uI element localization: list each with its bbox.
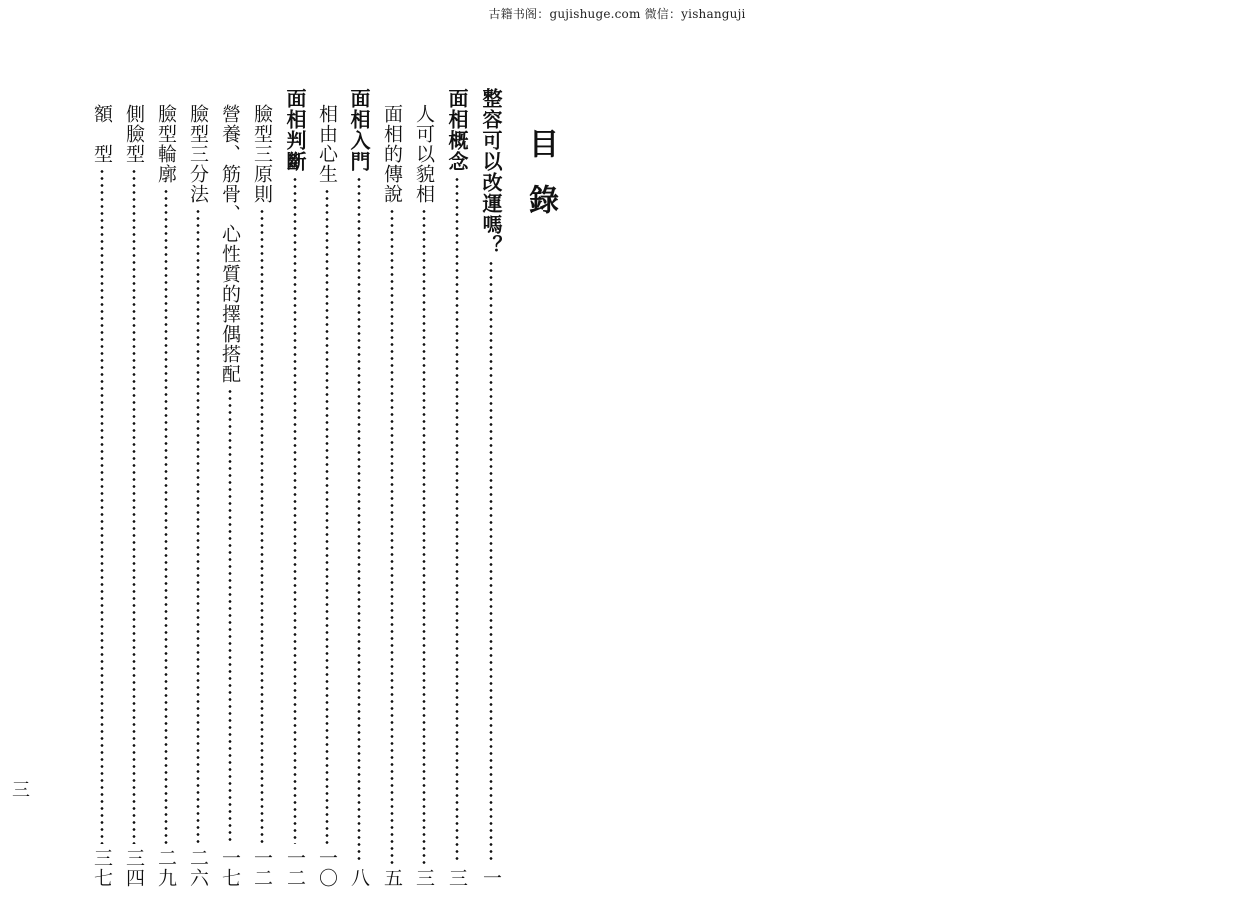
toc-entry-page: 一〇 [316, 848, 338, 888]
toc-entry-page: 三七 [91, 848, 113, 888]
dot-leader [357, 176, 361, 864]
dot-leader [422, 208, 426, 864]
toc-entry-page: 八 [348, 868, 370, 888]
dot-leader [455, 176, 459, 864]
dot-leader [228, 388, 232, 844]
toc-entry-page: 二九 [155, 848, 177, 888]
toc-entry-label: 面相概念 [445, 88, 469, 172]
toc-entry-label: 整容可以改運嗎？ [479, 88, 503, 256]
toc-entry[interactable] [152, 104, 180, 888]
toc-entry[interactable] [410, 104, 438, 888]
toc-entry[interactable] [313, 104, 341, 888]
toc-entry-label: 臉型三原則 [251, 104, 273, 204]
toc-entry-page: 一七 [219, 848, 241, 888]
dot-leader [489, 260, 493, 864]
toc-entry-label: 相由心生 [316, 104, 338, 184]
dot-leader [132, 168, 136, 844]
toc-entry-page: 一二 [284, 848, 306, 888]
toc-entry[interactable] [281, 88, 309, 888]
toc-entry-label: 面相入門 [347, 88, 371, 172]
toc-entry-label: 面相的傳說 [381, 104, 403, 204]
toc-entry[interactable] [345, 88, 373, 888]
toc-entry[interactable] [443, 88, 471, 888]
toc-entry[interactable] [88, 104, 116, 888]
dot-leader [390, 208, 394, 864]
toc-entry-label: 營養、筋骨、心性質的擇偶搭配 [219, 104, 241, 384]
toc-entry-page: 三 [446, 868, 468, 888]
dot-leader [164, 188, 168, 844]
watermark-text: 古籍书阁：gujishuge.com 微信：yishanguji [488, 7, 746, 21]
dot-leader [100, 168, 104, 844]
toc-entry-label: 臉型三分法 [187, 104, 209, 204]
toc-entry[interactable] [477, 88, 505, 888]
dot-leader [325, 188, 329, 844]
page-title: 目錄 [523, 128, 558, 240]
toc-entry-page: 一二 [251, 848, 273, 888]
toc-entry-page: 五 [381, 868, 403, 888]
toc-entry-label: 人可以貌相 [413, 104, 435, 204]
toc-entry-page: 二六 [187, 848, 209, 888]
toc-entry-page: 三 [413, 868, 435, 888]
toc-entry[interactable] [378, 104, 406, 888]
toc-entry[interactable] [120, 104, 148, 888]
toc-entry-page: 三四 [123, 848, 145, 888]
toc-entry[interactable] [248, 104, 276, 888]
toc-entry[interactable] [216, 104, 244, 888]
toc-entry[interactable] [184, 104, 212, 888]
toc-entry-label: 臉型輪廓 [155, 104, 177, 184]
toc-entry-label: 側臉型 [123, 104, 145, 164]
dot-leader [260, 208, 264, 844]
page-number: 三 [12, 780, 30, 801]
toc-entry-page: 一 [480, 868, 502, 888]
dot-leader [293, 176, 297, 844]
dot-leader [196, 208, 200, 844]
toc-entry-label: 額 型 [91, 104, 113, 164]
toc-entry-label: 面相判斷 [283, 88, 307, 172]
